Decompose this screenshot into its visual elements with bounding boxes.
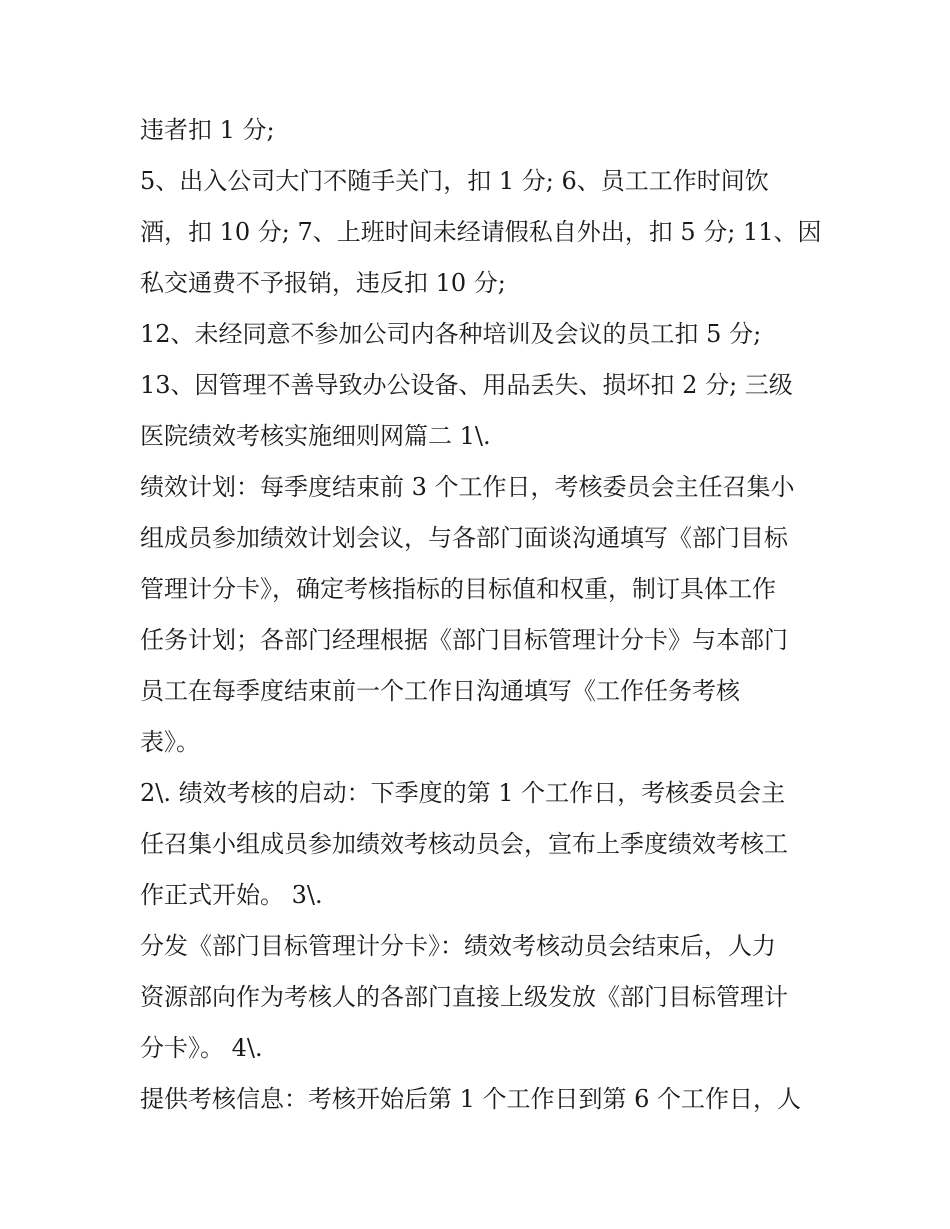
text-line: 任召集小组成员参加绩效考核动员会，宣布上季度绩效考核工 — [140, 830, 788, 858]
text-line: 分发《部门目标管理计分卡》：绩效考核动员会结束后，人力 — [140, 932, 776, 960]
text-line: 12、未经同意不参加公司内各种培训及会议的员工扣 5 分; — [140, 320, 762, 348]
text-line: 酒，扣 10 分; 7、上班时间未经请假私自外出，扣 5 分; 11、因 — [140, 218, 822, 246]
text-line: 私交通费不予报销，违反扣 10 分; — [140, 269, 506, 297]
text-line: 员工在每季度结束前一个工作日沟通填写《工作任务考核 — [140, 677, 740, 705]
text-line: 分卡》。 4\. — [140, 1034, 263, 1062]
text-line: 2\. 绩效考核的启动：下季度的第 1 个工作日，考核委员会主 — [140, 779, 786, 807]
text-line: 表》。 — [140, 728, 200, 756]
text-line: 违者扣 1 分; — [140, 116, 275, 144]
text-line: 管理计分卡》，确定考核指标的目标值和权重，制订具体工作 — [140, 575, 776, 603]
text-line: 医院绩效考核实施细则网篇二 1\. — [140, 422, 491, 450]
text-line: 资源部向作为考核人的各部门直接上级发放《部门目标管理计 — [140, 983, 788, 1011]
text-line: 作正式开始。 3\. — [140, 881, 323, 909]
text-line: 绩效计划：每季度结束前 3 个工作日，考核委员会主任召集小 — [140, 473, 795, 501]
text-line: 组成员参加绩效计划会议，与各部门面谈沟通填写《部门目标 — [140, 524, 788, 552]
text-line: 任务计划；各部门经理根据《部门目标管理计分卡》与本部门 — [140, 626, 788, 654]
text-line: 13、因管理不善导致办公设备、用品丢失、损坏扣 2 分; 三级 — [140, 371, 793, 399]
text-line: 5、出入公司大门不随手关门，扣 1 分; 6、员工工作时间饮 — [140, 167, 769, 195]
text-line: 提供考核信息：考核开始后第 1 个工作日到第 6 个工作日，人 — [140, 1085, 802, 1113]
